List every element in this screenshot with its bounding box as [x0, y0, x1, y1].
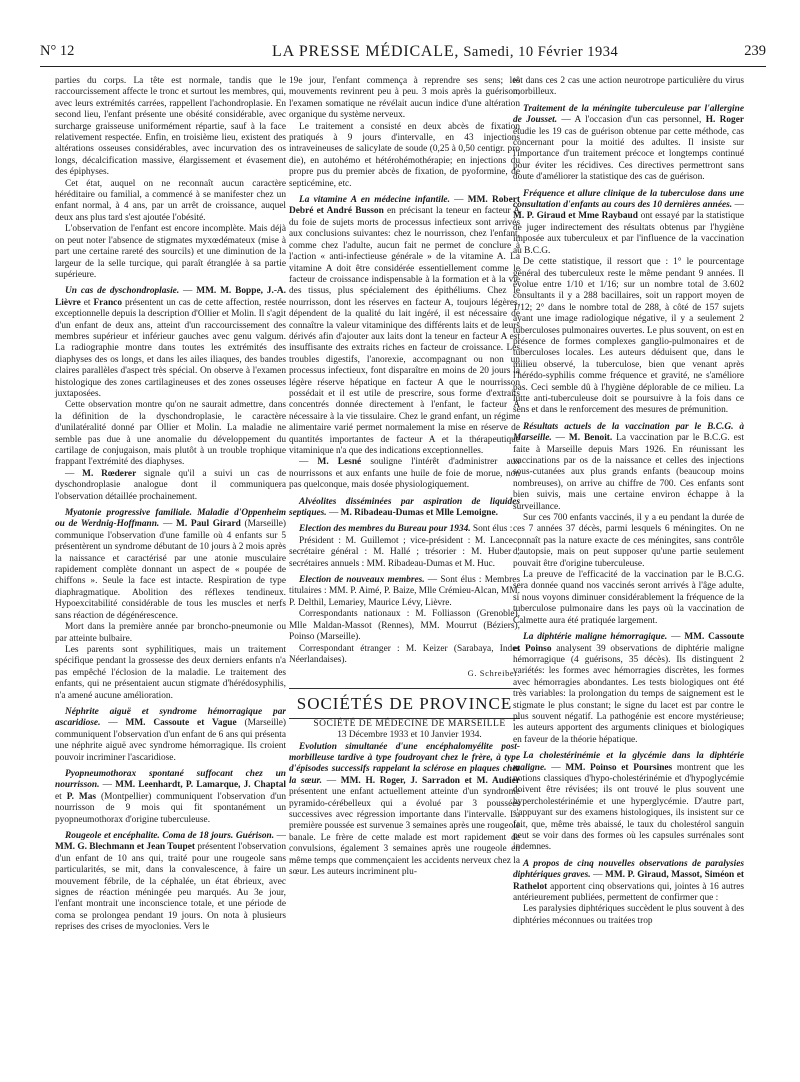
page-header: [40, 40, 766, 67]
issue-number: N° 12: [40, 43, 75, 59]
article-title: La diphtérie maligne hémorragique.: [523, 632, 668, 643]
article-authors: MM. Cassoute et Vague: [125, 718, 237, 729]
article-text: (Marseille) communiquent l'observation d'un enfant de 6 ans qui présenta une néphrite aiguë avec syndrome hémorragique. Ils croient pouvoir incriminer l'ascaridiose.: [55, 718, 286, 763]
article-diphterie: La diphtérie maligne hémorragique. — MM. Cassoute et Poinso analysent 39 observations de diphtérie maligne hémorragique (4 guérisons, 35 décès). Ils distinguent 2 variétés: les formes avec hémorragies discrètes, les formes avec hémorragies abondantes. Les tests biologiques ont été très variables: la prolongation du temps de saignement est le stigmate le plus constant; le signe du lacet est par contre le plus souvent négatif. La pathogénie est encore mystérieuse; les auteurs apportent des arguments cliniques et biologiques en faveur de la théorie hépatique.: [513, 632, 744, 745]
article-authors: MM. M. Boppe, J.-A. Lièvre: [55, 286, 287, 308]
paragraph: Sur ces 700 enfants vaccinés, il y a eu pendant la durée de ces 7 années 37 décès, parmi lesquels 6 méningites. On ne connaît pas la nature exacte de ces méningites, sans contrôle d'autopsie, mais on peut supposer qu'une partie seulement pouvait être d'origine tuberculeuse.: [513, 513, 744, 569]
article-title: Résultats actuels de la vaccination par le B.C.G. à Marseille.: [513, 421, 744, 444]
article-text: (Marseille) communique l'observation d'une famille où 4 enfants sur 5 présentèrent un syndrome débutant de 10 jours à 2 mois après la naissance et caractérisé par une atonie musculaire rapidement complète donnant un aspect de « poupée de chiffons ». Seule la face est intacte. Respiration de type diaphragmatique. Abolition des réflexes tendineux. Hypoexcitabilité considérable de tous les muscles et nerfs sans réaction de dégénérescence.: [55, 519, 287, 621]
article-title: Pyopneumothorax spontané suffocant chez un nourrisson.: [55, 768, 286, 791]
paragraph: Les parents sont syphilitiques, mais un traitement spécifique pendant la grossesse des deux derniers enfants n'a pas empêché l'éclosion de la maladie. Le traitement des enfants, qui ne présentaient aucun stigmate d'hérédosyphilis, n'a amené aucune amélioration.: [55, 644, 286, 701]
article-authors: MM. P. Giraud, Massot, Siméon et Rathelot: [513, 870, 745, 892]
article-myatonie: Myatonie progressive familiale. Maladie d'Oppenheim ou de Werdnig-Hoffmann. — M. Paul Girard (Marseille) communique l'observation d'une famille où 4 enfants sur 5 présentèrent un syndrome débutant de 10 jours à 2 mois après la naissance et caractérisé par une atonie musculaire rapidement complète donnant un aspect de « poupée de chiffons ». Seule la face est intacte. Respiration de type diaphragmatique. Abolition des réflexes tendineux. Hypoexcitabilité considérable de tous les muscles et nerfs sans réaction de dégénérescence.: [55, 508, 287, 621]
article-authors: M. P. Giraud et Mme Raybaud: [513, 211, 638, 222]
article-authors: MM. G. Blechmann et Jean Toupet: [55, 842, 196, 853]
article-text: analysent 39 observations de diphtérie maligne hémorragique (4 guérisons, 35 décès). Ils distinguent 2 variétés: les formes avec hémorragies discrètes, les formes avec hémorragies abondantes. Les tests biologiques ont été très variables: la prolongation du temps de saignement est le stigmate le plus constant; le signe du lacet est par contre le plus souvent négatif. La pathogénie est encore mystérieuse; les auteurs apportent des arguments cliniques et biologiques en faveur de la théorie hépatique.: [513, 643, 744, 745]
article-title: Election des membres du Bureau pour 1934.: [299, 524, 471, 535]
article-text: souligne l'intérêt d'administrer aux nourrissons et aux enfants une huile de foie de morue, non pas quelconque, mais dosée physiologiquement.: [289, 457, 520, 491]
article-authors: M. Benoit.: [568, 433, 613, 444]
article-text: montrent que les notions classiques d'hypo-cholestérinémie et d'hypoglycémie doivent être révisées; ils ont trouvé le plus souvent une hypercholestérinémie et une hyperglycémie. D'autre part, s'appuyant sur des examens histologiques, ils insistent sur ce fait, que, même très abaissé, le taux du cholestérol sanguin peut se voir dans des formes où les capsules surrénales sont indemnes.: [513, 762, 745, 853]
article-authors: H. Roger: [705, 115, 745, 126]
paragraph: La preuve de l'efficacité de la vaccination par le B.C.G. sera donnée quand nos vaccinés seront arrivés à l'âge adulte, si nous voyons diminuer considérablement la fréquence de la tuberculose pulmonaire dans les pays où la vaccination de Calmette aura été pratiquée largement.: [513, 570, 744, 626]
article-tuberculose: Fréquence et allure clinique de la tuberculose dans une consultation d'enfants au cours des 10 dernières années. — M. P. Giraud et Mme Raybaud ont essayé par la statistique de juger indirectement des résultats obtenus par l'hygiène imposée aux tuberculeux et par l'influence de la vaccination au B.C.G.: [513, 188, 744, 256]
article-alveolites: Alvéolites disséminées par aspiration de liquides septiques. — M. Ribadeau-Dumas et Mlle Lemoigne.: [289, 496, 520, 519]
article-title: Myatonie progressive familiale. Maladie d'Oppenheim ou de Werdnig-Hoffmann.: [55, 508, 286, 530]
paragraph: — M. Lesné souligne l'intérêt d'administrer aux nourrissons et aux enfants une huile de foie de morue, non pas quelconque, mais dosée physiologiquement.: [289, 457, 520, 491]
article-text: Sont élus : Membres titulaires : MM. P. Aimé, P. Baize, Mlle Crémieu-Alcan, MM. P. Delthil, Lemariey, Maurice Lévy, Lièvre.: [289, 575, 520, 608]
article-authors-and: et: [55, 791, 67, 802]
article-text: présentent un cas de cette affection, restée exceptionnelle depuis la description d'Ollier et Molin. Il s'agit d'un enfant de deux ans, atteint d'un raccourcissement des membres supérieur et inférieur gauches avec genu valgum. La radiographie montre dans toutes les extrémités des diaphyses des os longs, et dans les ailes iliaques, des bandes claires parallèles d'aspect très spécial. On observe à l'examen histologique des zones cartilagineuses et des zones osseuses juxtaposées.: [55, 297, 286, 399]
paragraph: Cette observation montre qu'on ne saurait admettre, dans la définition de la dyschondroplasie, le caractère d'unilatéralité donné par Ollier et Molin. La maladie ne semble pas due à une anomalie du développement du cartilage de conjugaison, mais plutôt à un trouble trophique frappant l'extrémité des diaphyses.: [55, 400, 286, 468]
article-authors: M. Ribadeau-Dumas et Mlle Lemoigne.: [340, 508, 498, 519]
paragraph: tôt dans ces 2 cas une action neurotrope particulière du virus morbilleux.: [513, 76, 744, 98]
article-text: apportent cinq observations qui, jointes à 16 autres antérieurement publiées, permettent de confirmer que :: [513, 881, 744, 904]
paragraph: Correspondants nationaux : M. Folliasson (Grenoble), Mlle Maldan-Massot (Rennes), MM. Mourrut (Béziers), Poinso (Marseille).: [289, 609, 520, 643]
article-title: Rougeole et encéphalite. Coma de 18 jours. Guérison.: [65, 831, 275, 841]
paragraph: 19e jour, l'enfant commença à reprendre ses sens; les mouvements revinrent peu à peu. 3 mois après la guérison, l'examen somatique ne révélait aucun indice d'une altération organique du système nerveux.: [289, 76, 520, 121]
article-meningite: Traitement de la méningite tuberculeuse par l'allergine de Jousset. — A l'occasion d'un cas personnel, H. Roger étudie les 19 cas de guérison obtenue par cette méthode, cas concernant pour la moitié des adultes. Il insiste sur l'importance d'un traitement précoce et longtemps continué pour éviter les récidives. Ces directives permettront sans doute d'améliorer la statistique des cas de guérison.: [513, 103, 745, 183]
column-2: [289, 76, 520, 878]
article-cholesterinemie: La cholestérinémie et la glycémie dans la diphtérie maligne. — MM. Poinso et Poursines montrent que les notions classiques d'hypo-cholestérinémie et d'hypoglycémie doivent être révisées; ils ont trouvé le plus souvent une hypercholestérinémie et une hyperglycémie. D'autre part, s'appuyant sur des examens histologiques, ils insistent sur ce fait, que, même très abaissé, le taux du cholestérol sanguin peut se voir dans des formes où les capsules surrénales sont indemnes.: [513, 751, 745, 853]
article-title: Alvéolites disséminées par aspiration de liquides septiques.: [289, 496, 520, 519]
article-authors: M. Paul Girard: [176, 519, 241, 530]
article-authors-and: et: [80, 297, 94, 308]
article-election-bureau: [289, 524, 520, 535]
journal-name: LA PRESSE MÉDICALE,: [272, 43, 460, 60]
paragraph: Cet état, auquel on ne reconnaît aucun caractère héréditaire ou familial, a commencé à se manifester chez un enfant normal, à 4 ans, par un arrêt de croissance, auquel deux ans plus tard s'est ajoutée l'obésité.: [55, 178, 286, 223]
paragraph: — M. Rœderer signale qu'il a suivi un cas de dyschondroplasie analogue dont il communiquera l'observation détaillée prochainement.: [55, 468, 286, 502]
article-text: présentent l'observation d'un enfant de 10 ans qui, traité pour une rougeole sans particularités, se mit, dans la convalescence, à faire un mouvement fébrile, de la céphalée, un état ébrieux, avec signes de réaction méningée peu marqués. Au 3e jour, l'enfant montrait une inconscience totale, et une période de coma se prolongea pendant 19 jours. On nota à plusieurs reprises des crises de myoclonies. Vers le: [55, 842, 286, 933]
society-date: 13 Décembre 1933 et 10 Janvier 1934.: [337, 730, 482, 741]
article-authors: MM. Robert Debré et André Busson: [289, 195, 521, 217]
society-name: SOCIÉTÉ DE MÉDECINE DE MARSEILLE: [313, 718, 506, 729]
article-author: M. Lesné: [317, 457, 362, 468]
article-title: A propos de cinq nouvelles observations de paralysies diphtériques graves.: [513, 858, 744, 881]
paragraph: Correspondant étranger : M. Keizer (Sarabaya, Indes Néerlandaises).: [289, 643, 520, 665]
article-title: La cholestérinémie et la glycémie dans la diphtérie maligne.: [513, 751, 744, 773]
article-rougeole: Rougeole et encéphalite. Coma de 18 jours. Guérison. — MM. G. Blechmann et Jean Toupet présentent l'observation d'un enfant de 10 ans qui, traité pour une rougeole sans particularités, se mit, dans la convalescence, à faire un mouvement fébrile, de la céphalée, un état ébrieux, avec signes de réaction méningée peu marqués. Au 3e jour, l'enfant montrait une inconscience totale, et une période de coma se prolongea pendant 19 jours. On nota à plusieurs reprises des crises de myoclonies. Vers le: [55, 831, 286, 933]
article-title: Fréquence et allure clinique de la tuberculose dans une consultation d'enfants au cours des 10 dernières années.: [513, 188, 744, 211]
article-title: La vitamine A en médecine infantile.: [299, 195, 450, 206]
article-election-membres: Election de nouveaux membres. — Sont élus : Membres titulaires : MM. P. Aimé, P. Baize, Mlle Crémieu-Alcan, MM. P. Delthil, Lemariey, Maurice Lévy, Lièvre.: [289, 575, 520, 608]
article-title: Election de nouveaux membres.: [299, 575, 425, 586]
article-text: en précisant la teneur en facteur A du foie de sujets morts de processus infectieux sont arrivés aux conclusions suivantes: chez le nourrisson, chez l'enfant, comme chez l'adulte, aucun fait ne permet de conclure à l'action « anti-infectieuse générale » de la vitamine A. La vitamine A doit être considérée essentiellement comme le facteur de croissance indispensable à la formation et à la vie des tissus, plus spécialement des épithéliums. Chez le nourrisson, dont les réserves en facteur A, toujours légères, dépendent de la qualité du lait ingéré, il est nécessaire de connaître la valeur vitaminique des différents laits et de leurs dérivés afin d'ajouter aux laits dont la teneur en facteur A est insuffisante des extraits riches en facteur de croissance. Les troubles digestifs, l'anorexie, accompagnant ou non un processus infectieux, font disparaître en moins de 20 jours la légère réserve hépatique en facteur A que le nourrisson possédait et il est utile de prescrire, sous forme d'extraits concentrés donnée directement à l'enfant, le facteur A nécessaire à la vie tissulaire. Chez le grand enfant, un régime alimentaire varié permet normalement la mise en réserve de quantités importantes de facteur A et la thérapeutique vitaminique n'a que des indications exceptionnelles.: [289, 206, 520, 456]
column-3: [513, 76, 744, 927]
paragraph: parties du corps. La tête est normale, tandis que le raccourcissement affecte le tronc et surtout les membres, qui, avec leurs extrémités carrées, rappellent l'achondroplasie. En second lieu, l'enfant présente une obésité considérable, avec surcharge graisseuse uniformément répartie, sauf à la face relativement respectée. Enfin, en troisième lieu, existent des altérations osseuses considérables, avec incurvation des os longs, décalcification massive, élargissement et évasement des épiphyses.: [55, 76, 286, 178]
article-vitamine-a: La vitamine A en médecine infantile. — MM. Robert Debré et André Busson en précisant la teneur en facteur A du foie de sujets morts de processus infectieux sont arrivés aux conclusions suivantes: chez le nourrisson, chez l'enfant, comme chez l'adulte, aucun fait ne permet de conclure à l'action « anti-infectieuse générale » de la vitamine A. La vitamine A doit être considérée essentiellement comme le facteur de croissance indispensable à la formation et à la vie des tissus, plus spécialement des épithéliums. Chez le nourrisson, dont les réserves en facteur A, toujours légères, dépendent de la qualité du lait ingéré, il est nécessaire de connaître la valeur vitaminique des différents laits et de leurs dérivés afin d'ajouter aux laits dont la teneur en facteur A est insuffisante des extraits riches en facteur de croissance. Les troubles digestifs, l'anorexie, accompagnant ou non un processus infectieux, font disparaître en moins de 20 jours la légère réserve hépatique en facteur A que le nourrisson possédait et il est utile de prescrire, sous forme d'extraits concentrés donnée directement à l'enfant, le facteur A nécessaire à la vie tissulaire. Chez le grand enfant, un régime alimentaire varié permet normalement la mise en réserve de quantités importantes de facteur A et la thérapeutique vitaminique n'a que des indications exceptionnelles.: [289, 195, 521, 456]
article-title: Evolution simultanée d'une encéphalomyélite post-morbilleuse tardive à type foudroyant chez le frère, à type d'épisodes successifs rappelant la sclérose en plaques chez la sœur.: [289, 741, 520, 786]
article-dyschondroplasie: Un cas de dyschondroplasie. — MM. M. Boppe, J.-A. Lièvre et Franco présentent un cas de cette affection, restée exceptionnelle depuis la description d'Ollier et Molin. Il s'agit d'un enfant de deux ans, atteint d'un raccourcissement des membres supérieur et inférieur gauches avec genu valgum. La radiographie montre dans toutes les extrémités des diaphyses des os longs, et dans les ailes iliaques, des bandes claires parallèles d'aspect très spécial. On observe à l'examen histologique des zones cartilagineuses et des zones osseuses juxtaposées.: [55, 286, 287, 399]
paragraph: Mort dans la première année par broncho-pneumonie ou par atteinte bulbaire.: [55, 622, 286, 644]
article-encephalomyelite: Evolution simultanée d'une encéphalomyélite post-morbilleuse tardive à type foudroyant chez le frère, à type d'épisodes successifs rappelant la sclérose en plaques chez la sœur. — MM. H. Roger, J. Sarradon et M. Audier présentent une enfant actuellement atteinte d'un syndrome pyramido-cérébelleux qui a évolué par 3 poussées successives avec régression importante dans l'intervalle. La première poussée est survenue 3 semaines après une rougeole banale. Le frère de cette malade est mort rapidement de convulsions, également 3 semaines après une rougeole en même temps que commençaient les accidents nerveux chez la sœur. Les auteurs incriminent plu-: [289, 741, 521, 877]
article-text: signale qu'il a suivi un cas de dyschondroplasie analogue dont il communiquera l'observation détaillée prochainement.: [55, 468, 286, 502]
article-text: (Montpellier) communiquent l'observation d'un nourrisson de 9 mois qui fit spontanément un pyopneumothorax d'origine tuberculeuse.: [55, 791, 286, 825]
article-authors: MM. Leenhardt, P. Lamarque, J. Chaptal: [115, 780, 287, 791]
column-1: [55, 76, 286, 934]
article-title: Néphrite aiguë et syndrome hémorragique par ascaridiose.: [55, 706, 286, 729]
paragraph: L'observation de l'enfant est encore incomplète. Mais déjà on peut noter l'absence de stigmates myxœdémateux (mise à part une certaine rareté des sourcils) et une diminution de la largeur de la selle turcique, qui paraît étranglée à sa partie supérieure.: [55, 224, 286, 280]
article-text: La vaccination par le B.C.G. est faite à Marseille depuis Mars 1926. En réunissant les vaccinations par os de la naissance et celles des injections sous-cutanées aux plus grands enfants (beaucoup moins nombreuses), on arrive au chiffre de 700. Ces enfants sont bien suivis, mais une certaine environ échappe à la surveillance.: [513, 433, 744, 512]
article-paralysies: A propos de cinq nouvelles observations de paralysies diphtériques graves. — MM. P. Giraud, Massot, Siméon et Rathelot apportent cinq observations qui, jointes à 16 autres antérieurement publiées, permettent de confirmer que :: [513, 858, 745, 904]
article-text: Sont élus :: [470, 524, 513, 535]
paragraph: De cette statistique, il ressort que : 1° le pourcentage général des tuberculeux reste le même pendant 9 années. Il évolue entre 1/10 et 1/16; sur un nombre total de 3.602 consultants il y a 288 bacillaires, soit un rapport moyen de 1/12; 2° dans le nombre total de 288, à côté de 157 sujets ayant une image radiologique négative, il y a seulement 2 tuberculoses pulmonaires ouvertes. Le plus souvent, on est en présence de formes complexes ganglio-pulmonaires et de tuberculoses locales. Les auteurs déduisent que, dans le milieu observé, la tuberculose, bien que venant après l'hérédo-syphilis comme fréquence et gravité, ne s'améliore pas. Ceci semble dû à l'hygiène déplorable de ce milieu. La lutte anti-tuberculeuse doit se poursuivre à la fois dans ce sens et dans le renforcement des mesures de prémunition.: [513, 257, 744, 416]
article-text: A l'occasion d'un cas personnel,: [570, 115, 706, 126]
article-title: Traitement de la méningite tuberculeuse par l'allergine de Jousset.: [513, 103, 744, 126]
article-authors: MM. Cassoute et Poinso: [513, 632, 744, 654]
article-author: M. Rœderer: [82, 468, 137, 479]
article-authors: MM. Poinso et Poursines: [565, 762, 673, 773]
article-authors: MM. H. Roger, J. Sarradon et M. Audier: [340, 775, 521, 786]
article-title: Un cas de dyschondroplasie.: [65, 286, 180, 297]
article-author: Franco: [93, 297, 122, 308]
article-bcg: Résultats actuels de la vaccination par le B.C.G. à Marseille. — M. Benoit. La vaccination par le B.C.G. est faite à Marseille depuis Mars 1926. En réunissant les vaccinations par os de la naissance et celles des injections sous-cutanées aux plus grands enfants (beaucoup moins nombreuses), on arrive au chiffre de 700. Ces enfants sont bien suivis, mais une certaine environ échappe à la surveillance.: [513, 421, 744, 512]
signature: G. Schreiber.: [467, 668, 520, 679]
article-nephrite: Néphrite aiguë et syndrome hémorragique par ascaridiose. — MM. Cassoute et Vague (Marseille) communiquent l'observation d'un enfant de 6 ans qui présenta une néphrite aiguë avec syndrome hémorragique. Ils croient pouvoir incriminer l'ascaridiose.: [55, 706, 286, 763]
article-author: P. Mas: [66, 791, 97, 802]
paragraph: Le traitement a consisté en deux abcès de fixation pratiqués à 9 jours d'intervalle, en 43 injections intraveineuses de salicylate de soude (0,25 à 0,50 centigr. pro die), en autohémo et hétérohémothérapie; en injections du propre pus du premier abcès de fixation, de pyoformine, de septicémine, etc.: [289, 121, 520, 189]
article-text: ont essayé par la statistique de juger indirectement des résultats obtenus par l'hygiène imposée aux tuberculeux et par l'influence de la vaccination au B.C.G.: [513, 211, 744, 256]
article-text: étudie les 19 cas de guérison obtenue par cette méthode, cas concernant pour la moitié des adultes. Il insiste sur l'importance d'un traitement précoce et longtemps continué pour éviter les récidives. Ces directives permettront sans doute d'améliorer la statistique des cas de guérison.: [513, 126, 744, 183]
article-pyopneumothorax: Pyopneumothorax spontané suffocant chez un nourrisson. — MM. Leenhardt, P. Lamarque, J. Chaptal et P. Mas (Montpellier) communiquent l'observation d'un nourrisson de 9 mois qui fit spontanément un pyopneumothorax d'origine tuberculeuse.: [55, 768, 287, 825]
page-number: 239: [744, 43, 766, 59]
issue-date: Samedi, 10 Février 1934: [463, 44, 619, 60]
journal-title: [272, 43, 618, 61]
article-text: présentent une enfant actuellement atteinte d'un syndrome pyramido-cérébelleux qui a évolué par 3 poussées successives avec régression importante dans l'intervalle. La première poussée est survenue 3 semaines après une rougeole banale. Le frère de cette malade est mort rapidement de convulsions, également 3 semaines après une rougeole en même temps que commençaient les accidents nerveux chez la sœur. Les auteurs incriminent plu-: [289, 787, 520, 877]
section-heading: SOCIÉTÉS DE PROVINCE: [289, 688, 520, 719]
paragraph: Président : M. Guillemot ; vice-président : M. Lance ; secrétaire général : M. Hallé ; trésorier : M. Huber ; secrétaires annuels : MM. Ribadeau-Dumas et M. Huc.: [289, 535, 520, 569]
paragraph: Les paralysies diphtériques succèdent le plus souvent à des diphtéries méconnues ou traitées trop: [513, 904, 744, 926]
